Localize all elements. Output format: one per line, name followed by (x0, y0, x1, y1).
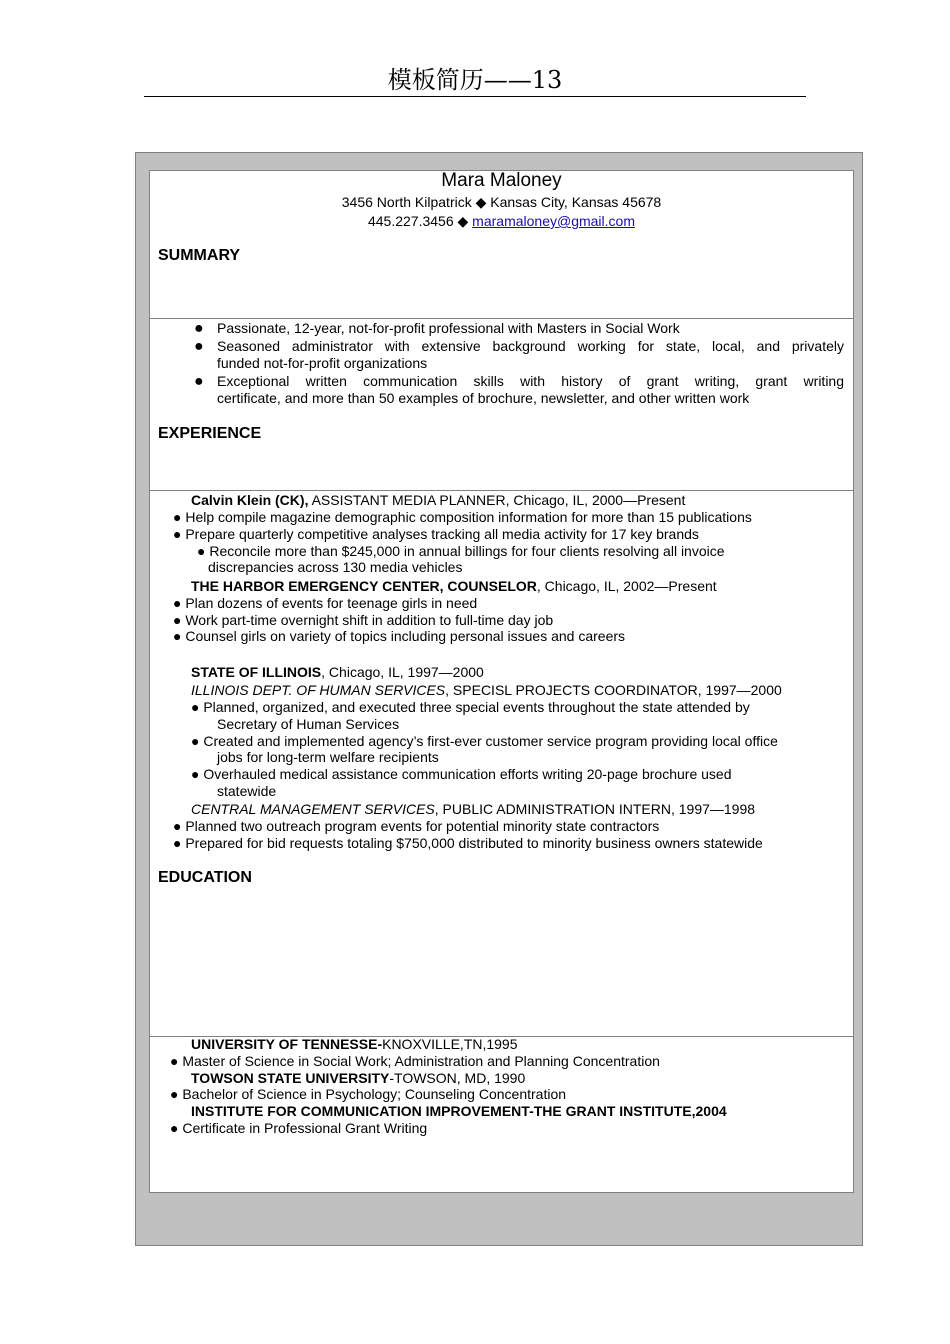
school-line (191, 1036, 518, 1052)
employer: THE HARBOR EMERGENCY CENTER, COUNSELOR (191, 578, 537, 594)
summary-item-cont: certificate, and more than 50 examples of brochure, newsletter, and other written work (217, 390, 750, 406)
job-bullet-cont: Secretary of Human Services (217, 716, 400, 732)
summary-bullet: ● (194, 338, 204, 355)
degree: ● Bachelor of Science in Psychology; Counseling Concentration (170, 1086, 567, 1102)
job-header (191, 578, 717, 594)
school-detail: KNOXVILLE,TN,1995 (382, 1036, 518, 1052)
job-bullet: ● Work part-time overnight shift in addition to full-time day job (173, 612, 554, 628)
department: CENTRAL MANAGEMENT SERVICES (191, 801, 435, 817)
employer: Calvin Klein (CK), (191, 492, 309, 508)
title-underline (144, 96, 806, 97)
department: ILLINOIS DEPT. OF HUMAN SERVICES (191, 682, 446, 698)
job-bullet: ● Prepared for bid requests totaling $750,000 distributed to minority business owners statewide (173, 835, 763, 851)
summary-item: Exceptional written communication skills with history of grant writing, grant writing (217, 373, 844, 389)
page-title: 模板简历——13 (387, 66, 563, 94)
summary-item: Seasoned administrator with extensive background working for state, local, and privately (217, 338, 844, 354)
phone: 445.227.3456 ◆ (367, 213, 473, 229)
role: , Chicago, IL, 1997—2000 (321, 664, 484, 680)
education-heading: EDUCATION (158, 869, 252, 886)
contact-line (150, 213, 853, 229)
candidate-name: Mara Maloney (441, 170, 562, 191)
job-bullet: ● Planned, organized, and executed three special events throughout the state attended by (191, 699, 750, 715)
job-bullet: ● Plan dozens of events for teenage girls in need (173, 595, 478, 611)
job-header (191, 492, 685, 508)
role: , Chicago, IL, 2002—Present (536, 578, 717, 594)
job-subheader (191, 801, 755, 817)
experience-heading: EXPERIENCE (158, 425, 262, 442)
job-bullet: ● Prepare quarterly competitive analyses tracking all media activity for 17 key brands (173, 526, 699, 542)
job-bullet-cont: discrepancies across 130 media vehicles (208, 559, 463, 575)
job-subheader (191, 682, 782, 698)
divider (150, 318, 853, 319)
job-bullet: ● Counsel girls on variety of topics including personal issues and careers (173, 628, 626, 644)
employer: STATE OF ILLINOIS (191, 664, 322, 680)
summary-heading: SUMMARY (158, 247, 241, 264)
role: , PUBLIC ADMINISTRATION INTERN, 1997—1998 (434, 801, 756, 817)
job-bullet: ● Created and implemented agency’s first-ever customer service program providing local office (191, 733, 778, 749)
school-line: INSTITUTE FOR COMMUNICATION IMPROVEMENT-THE GRANT INSTITUTE,2004 (191, 1103, 727, 1119)
degree: ● Master of Science in Social Work; Administration and Planning Concentration (170, 1053, 660, 1069)
email-link[interactable]: maramaloney@gmail.com (472, 213, 635, 229)
divider (150, 490, 853, 491)
job-bullet-cont: jobs for long-term welfare recipients (217, 749, 439, 765)
school-detail: -TOWSON, MD, 1990 (389, 1070, 526, 1086)
summary-bullet: ● (194, 373, 204, 390)
address-line: 3456 North Kilpatrick ◆ Kansas City, Kansas 45678 (341, 194, 662, 210)
school-line (191, 1070, 525, 1086)
summary-item-cont: funded not-for-profit organizations (217, 355, 428, 371)
summary-item: Passionate, 12-year, not-for-profit professional with Masters in Social Work (217, 320, 680, 336)
resume-sheet (149, 170, 854, 1193)
job-header (191, 664, 484, 680)
job-bullet-cont: statewide (217, 783, 277, 799)
job-bullet: ● Reconcile more than $245,000 in annual billings for four clients resolving all invoice (197, 543, 725, 559)
job-bullet: ● Overhauled medical assistance communication efforts writing 20-page brochure used (191, 766, 732, 782)
summary-bullet: ● (194, 320, 204, 337)
job-bullet: ● Planned two outreach program events for potential minority state contractors (173, 818, 660, 834)
role: , SPECISL PROJECTS COORDINATOR, 1997—2000 (445, 682, 782, 698)
school: TOWSON STATE UNIVERSITY (191, 1070, 390, 1086)
degree: ● Certificate in Professional Grant Writing (170, 1120, 428, 1136)
role: ASSISTANT MEDIA PLANNER, Chicago, IL, 2000—Present (308, 492, 686, 508)
school: UNIVERSITY OF TENNESSE- (191, 1036, 383, 1052)
job-bullet: ● Help compile magazine demographic composition information for more than 15 publications (173, 509, 752, 525)
